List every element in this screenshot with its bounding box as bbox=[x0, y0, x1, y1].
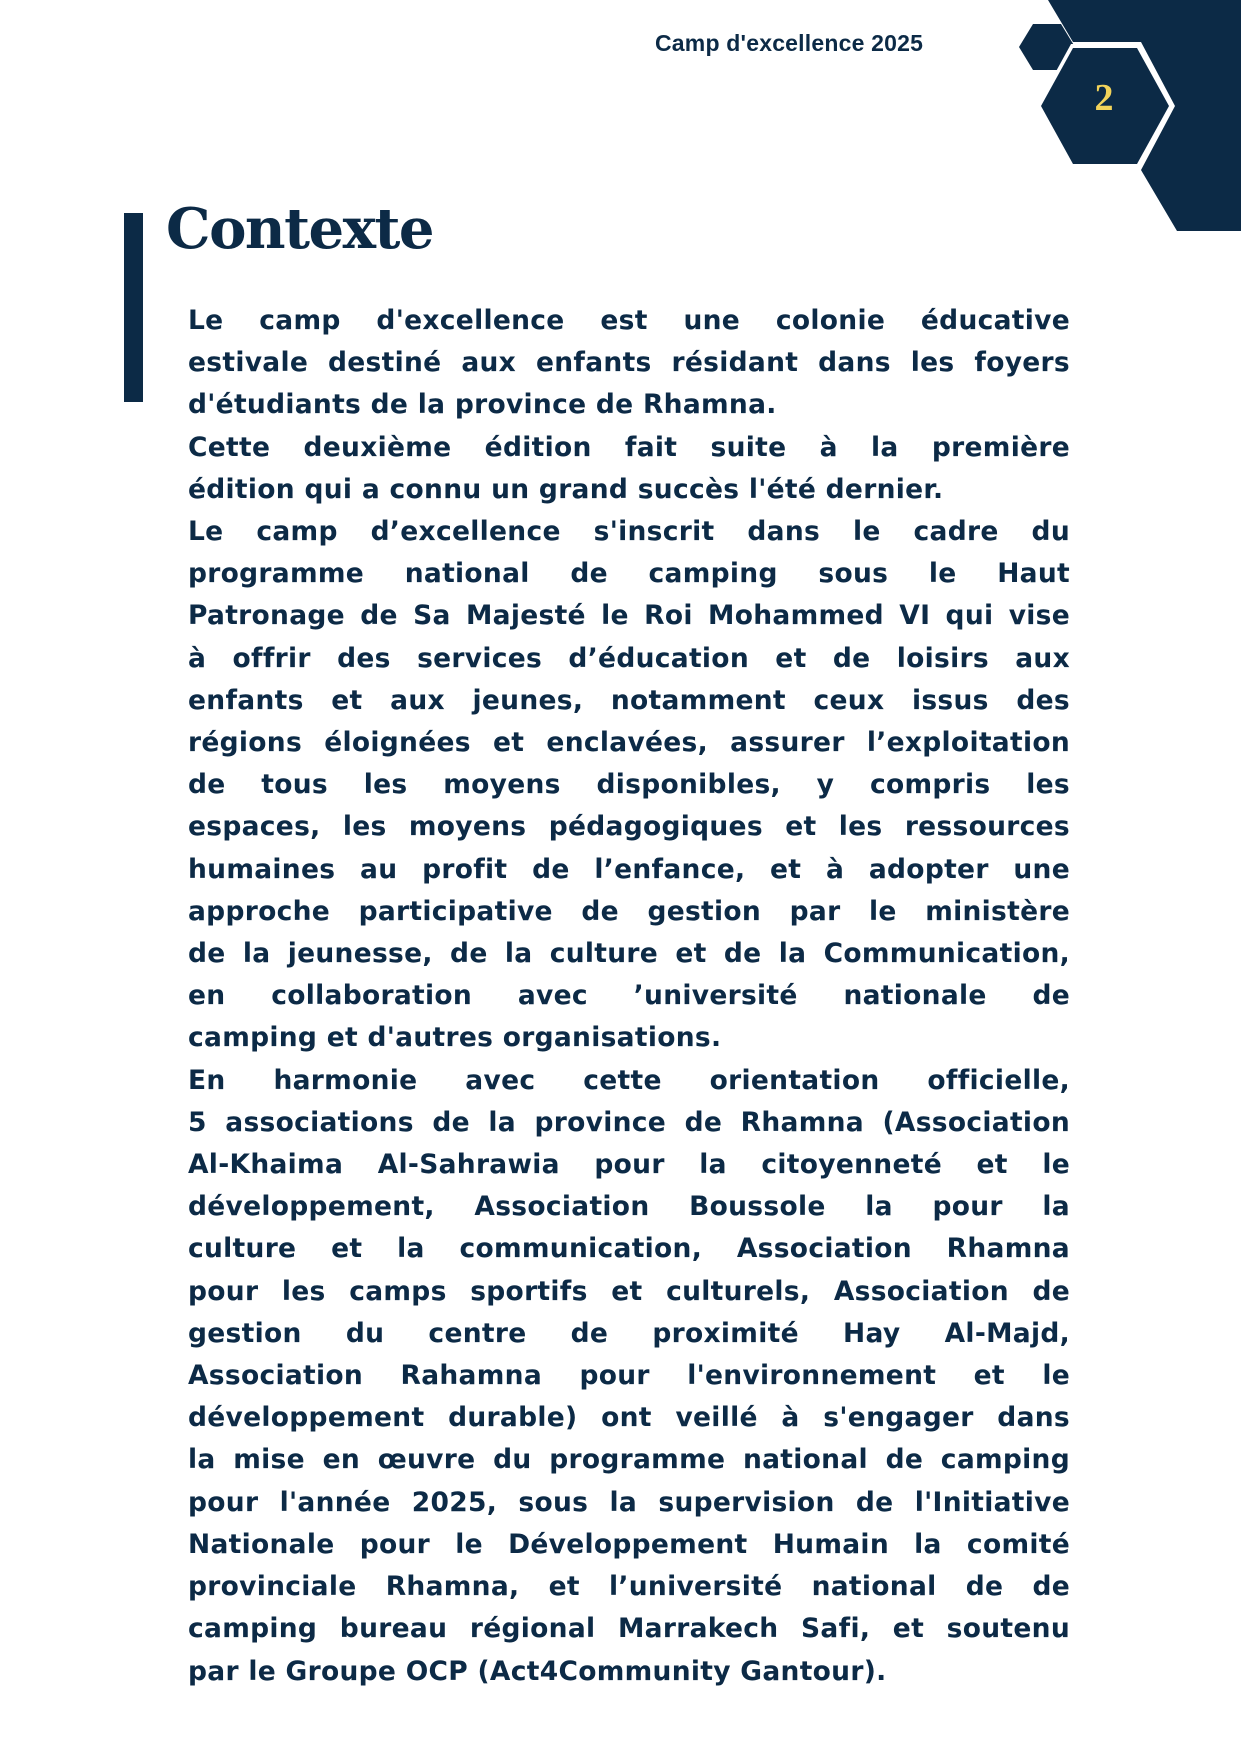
text-line: par le Groupe OCP (Act4Community Gantour). bbox=[188, 1655, 887, 1687]
running-header-title: Camp d'excellence 2025 bbox=[655, 30, 924, 56]
text-line: pour les camps sportifs et culturels, Association de bbox=[188, 1275, 1070, 1307]
text-line: pour l'année 2025, sous la supervision de l'Initiative bbox=[188, 1486, 1070, 1518]
text-line: culture et la communication, Association Rhamna bbox=[188, 1233, 1070, 1265]
section-title: Contexte bbox=[166, 196, 434, 262]
text-line: 5 associations de la province de Rhamna (Association bbox=[188, 1106, 1070, 1138]
text-line: régions éloignées et enclavées, assurer l’exploitation bbox=[188, 727, 1070, 759]
body-paragraph bbox=[188, 300, 1070, 427]
text-line: humaines au profit de l’enfance, et à adopter une bbox=[188, 853, 1070, 885]
body-paragraph bbox=[188, 511, 1070, 1060]
text-line: enfants et aux jeunes, notamment ceux issus des bbox=[188, 684, 1070, 716]
text-line: de tous les moyens disponibles, y compris les bbox=[188, 769, 1070, 801]
text-line: à offrir des services d’éducation et de loisirs aux bbox=[188, 642, 1070, 674]
page-number: 2 bbox=[1094, 77, 1114, 119]
text-line: d'étudiants de la province de Rhamna. bbox=[188, 389, 777, 421]
text-line: Le camp d'excellence est une colonie éducative bbox=[188, 305, 1070, 336]
text-line: développement, Association Boussole la pour la bbox=[188, 1191, 1070, 1223]
text-line: édition qui a connu un grand succès l'été dernier. bbox=[188, 473, 944, 505]
body-paragraph bbox=[188, 1060, 1070, 1693]
text-line: Association Rahamna pour l'environnement et le bbox=[188, 1360, 1070, 1392]
text-line: développement durable) ont veillé à s'engager dans bbox=[188, 1402, 1070, 1434]
text-line: espaces, les moyens pédagogiques et les ressources bbox=[188, 811, 1070, 843]
text-line: estivale destiné aux enfants résidant dans les foyers bbox=[188, 347, 1070, 379]
text-line: la mise en œuvre du programme national de camping bbox=[188, 1444, 1070, 1476]
section-body bbox=[188, 300, 1070, 1693]
body-paragraph bbox=[188, 427, 1070, 511]
section-accent-bar bbox=[124, 213, 143, 402]
text-line: Nationale pour le Développement Humain la comité bbox=[188, 1528, 1070, 1560]
text-line: en collaboration avec ’université nationale de bbox=[188, 980, 1070, 1012]
text-line: provinciale Rhamna, et l’université national de de bbox=[188, 1571, 1070, 1603]
text-line: de la jeunesse, de la culture et de la Communication, bbox=[188, 938, 1070, 970]
text-line: camping bureau régional Marrakech Safi, et soutenu bbox=[188, 1613, 1070, 1645]
text-line: Patronage de Sa Majesté le Roi Mohammed VI qui vise bbox=[188, 600, 1070, 632]
text-line: gestion du centre de proximité Hay Al-Majd, bbox=[188, 1317, 1070, 1349]
text-line: camping et d'autres organisations. bbox=[188, 1022, 722, 1054]
text-line: approche participative de gestion par le ministère bbox=[188, 895, 1070, 927]
text-line: programme national de camping sous le Haut bbox=[188, 558, 1070, 590]
text-line: En harmonie avec cette orientation officielle, bbox=[188, 1064, 1070, 1096]
text-line: Le camp d’excellence s'inscrit dans le cadre du bbox=[188, 516, 1070, 548]
text-line: Al-Khaima Al-Sahrawia pour la citoyenneté et le bbox=[188, 1149, 1070, 1181]
text-line: Cette deuxième édition fait suite à la première bbox=[188, 431, 1070, 463]
